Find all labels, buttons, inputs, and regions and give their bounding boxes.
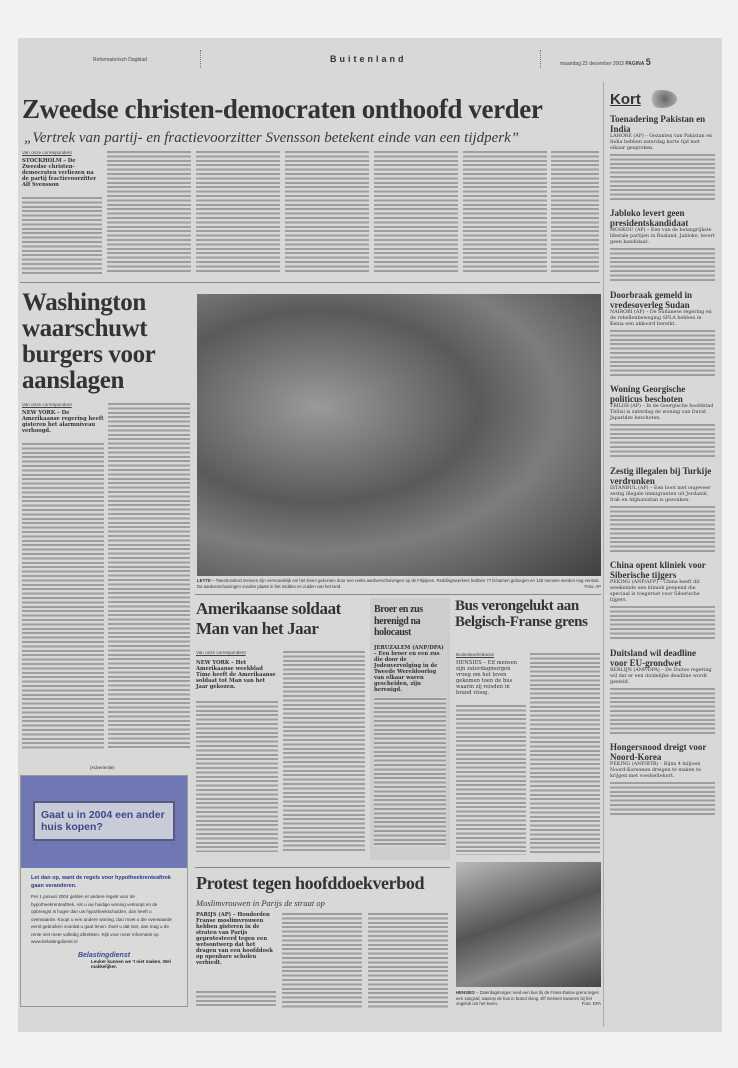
ad-body: Per 1 januari 2004 gelden er andere regels voor de hypotheekrenteaftrek. Als u uw huidige woning verkoopt en de opbrengst is hoger dan uw hypotheekschulden, dan heeft u overwaarde. Koopt u een andere woning, dan moet u die overwaarde eerst gebruiken voordat u gaat lenen. Doet u dat niet, dan mag u de rente niet meer volledig aftrekken. Kijk voor meer informatie op www.belastingdienst.nl (31, 894, 172, 944)
article-text (285, 150, 369, 274)
kort-item-headline: Zestig illegalen bij Turkije verdronken (610, 466, 712, 486)
photo-caption: LEYTE – Tweehonderd mensen zijn vermoedelijk om het leven gekomen door een reeks aardverschuivingen op de Filipijnen. Reddingswerkers hebben 77 lichamen geborgen en 125 mensen worden nog vermist. De aardverschuivingen vonden plaats in het midden en zuiden van het land. Foto: AP (197, 578, 601, 589)
kort-item-headline: Toenadering Pakistan en India (610, 114, 706, 134)
kort-item-lead: LAHORE (AP) – Gezanten van Pakistan en India hebben zaterdag korte tijd met elkaar gesproken. (610, 134, 713, 151)
kort-title: Kort (610, 90, 641, 108)
article-text (610, 605, 715, 641)
article-text (107, 150, 191, 274)
top-story-lead: STOCKHOLM – De Zweedse christen-democraten verliezen na de partij fractievoorzitter Alf Svensson (22, 158, 97, 188)
paper-name: Reformatorisch Dagblad (93, 57, 147, 63)
article-text (610, 687, 715, 735)
ad-slogan: Leuker kunnen we 't niet maken. Wel makkelijker. (91, 958, 171, 969)
article-text (610, 423, 715, 459)
kort-item-lead: NAIROBI (AP) – De Sudanese regering en de rebellenbeweging SPLA hebben in Kenia een akkoord bereikt. (610, 310, 712, 327)
washington-lead: NEW YORK – De Amerikaanse regering heeft gisteren het alarmniveau verhoogd. (22, 410, 104, 434)
kort-item (610, 466, 715, 553)
article-text (463, 150, 547, 274)
kort-item-headline: Jabloko levert geen presidentskandidaat (610, 208, 689, 228)
amerikaanse-headline: Amerikaanse soldaat Man van het Jaar (196, 599, 341, 638)
article-text (374, 150, 458, 274)
kort-item (610, 742, 715, 817)
world-map-icon (647, 90, 677, 108)
kort-item-lead: TBILISI (AP) – In de Georgische hoofdstad Tbilisi is zaterdag de woning van David Japaridze beschoten. (610, 404, 714, 421)
kort-item-headline: China opent kliniek voor Siberische tijgers (610, 560, 706, 580)
bus-caption: HENSIES – Zaterdagmorgen reed een bus bij de Frans-Duitse grens tegen een vangrail, waarop de bus in brand vloog. Elf mensen kwamen bij het ongeluk om het leven. Foto: EPA (456, 990, 601, 1006)
kort-item-lead: BERLIJN (ANP/DPA) – De Duitse regering wil dat er een duidelijke deadline wordt gesteld. (610, 668, 712, 685)
article-text (551, 150, 599, 274)
top-story-headline: Zweedse christen-democraten onthoofd verder (22, 94, 543, 124)
kort-item-headline: Duitsland wil deadline voor EU-grondwet (610, 648, 697, 668)
article-text (610, 247, 715, 283)
article-text (196, 700, 278, 852)
article-text (108, 402, 190, 750)
article-text (22, 196, 102, 274)
byline: Van onze correspondent (22, 150, 72, 155)
ad-brand: Belastingdienst (77, 951, 131, 959)
divider (540, 50, 541, 68)
kort-item-headline: Hongersnood dreigt voor Noord-Korea (610, 742, 707, 762)
washington-headline: Washington waarschuwt burgers voor aanslagen (22, 289, 155, 394)
section-title: Buitenland (330, 54, 407, 64)
belastingdienst-ad[interactable] (20, 775, 188, 1007)
divider (195, 594, 601, 595)
article-text (196, 990, 276, 1008)
byline: Van onze correspondent (22, 402, 72, 407)
broer-box (370, 598, 450, 860)
ad-headline: Gaat u in 2004 een ander huis kopen? (33, 801, 175, 841)
article-text (530, 652, 600, 855)
kort-item (610, 208, 715, 283)
protest-lead: PARIJS (AP) – Honderden Franse moslimvrouwen hebben gisteren in de straten van Parijs geprotesteerd tegen een wetsontwerp dat het dragen van een hoofddoek op openbare scholen verbiedt. (196, 912, 273, 966)
kort-item (610, 560, 715, 641)
article-text (610, 329, 715, 377)
article-text (22, 442, 104, 750)
bus-photo (456, 862, 601, 987)
kort-item-lead: PEKING (ANP/RTR) – Bijna 4 miljoen Noord-Koreanen dreigen te maken te krijgen met voedseltekort. (610, 762, 701, 779)
article-text (610, 505, 715, 553)
kort-item (610, 290, 715, 377)
kort-column (603, 82, 719, 1027)
landslide-photo (197, 294, 601, 576)
ad-banner (21, 776, 187, 868)
article-text (282, 912, 362, 1008)
protest-headline: Protest tegen hoofddoekverbod (196, 873, 425, 893)
article-text (374, 697, 446, 847)
bus-lead: HENSIES – Elf mensen zijn zaterdagmorgen vroeg om het leven gekomen toen de bus waarin zij reisden in brand vloog. (456, 660, 518, 696)
top-story-subhead: „Vertrek van partij- en fractievoorzitter Svensson betekent einde van een tijdperk” (24, 130, 520, 146)
ad-subhead: Let dan op, want de regels voor hypotheekrenteaftrek gaan veranderen. (31, 875, 171, 889)
header-date: maandag 22 december 2003 PAGINA 5 (560, 57, 651, 67)
article-text (610, 153, 715, 201)
article-text (456, 704, 526, 855)
broer-headline: Broer en zus herenigd na holocaust (374, 604, 423, 638)
kort-item-headline: Woning Georgische politicus beschoten (610, 384, 686, 404)
kort-item (610, 648, 715, 735)
protest-subhead: Moslimvrouwen in Parijs de straat op (196, 898, 325, 908)
divider (20, 282, 600, 283)
kort-item-lead: MOSKOU (AP) – Een van de belangrijkste liberale partijen in Rusland, Jabloko, levert geen kandidaat. (610, 228, 715, 245)
article-text (610, 781, 715, 817)
bus-headline: Bus verongelukt aan Belgisch-Franse grens (455, 598, 588, 630)
divider (195, 867, 450, 868)
divider (200, 50, 201, 68)
byline: Buitenlandredactie (456, 652, 495, 657)
ad-label: (Advertentie) (90, 765, 115, 770)
broer-lead: JERUZALEM (ANP/DPA) – Een broer en een zus die door de Jodenvervolging in de Tweede Wereldoorlog van elkaar waren gescheiden, zijn herenigd. (374, 644, 444, 693)
kort-item (610, 384, 715, 459)
article-text (368, 912, 448, 1008)
kort-item-headline: Doorbraak gemeld in vredesoverleg Sudan (610, 290, 692, 310)
byline: Van onze correspondent (196, 650, 246, 655)
article-text (283, 650, 365, 852)
amerikaanse-lead: NEW YORK – Het Amerikaanse weekblad Time heeft de Amerikaanse soldaat tot Man van het Jaar gekozen. (196, 660, 276, 690)
kort-item-lead: ISTANBUL (AP) – Een boot met ongeveer zestig illegale immigranten uit Jordanië, Irak en Afghanistan is gezonken. (610, 486, 711, 503)
kort-item (610, 114, 715, 201)
article-text (196, 150, 280, 274)
kort-item-lead: PEKING (ANP/AFP) – China heeft dit weekeinde een kliniek geopend die speciaal is toegerust voor Siberische tijgers. (610, 580, 700, 603)
